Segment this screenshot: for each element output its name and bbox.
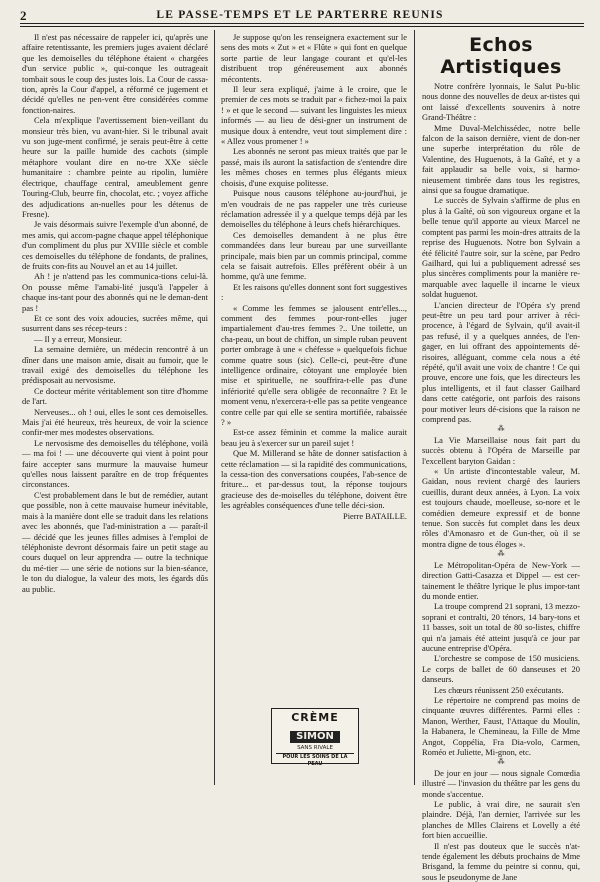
header-rule: [20, 23, 584, 24]
paragraph: Le nervosisme des demoiselles du téléphone, voilà — ma foi ! — une découverte qui vient à point pour faire accepter sans murmure la mauvaise humeur qu'elles nous laissent paraître en de trop fréquentes circonstances.: [22, 437, 208, 490]
running-title: LE PASSE-TEMPS ET LE PARTERRE REUNIS: [156, 9, 444, 21]
paragraph: « Un artiste d'incontestable valeur, M. Gaidan, nous revient chargé des lauriers cueillis, durant deux années, à Lyon. La voix est toujours chaude, moelleuse, so-nore et le comédien demeure expressif et de bonne tenue. Son succès fut complet dans les deux rôles d'Amonasro et de Gun-ther, où il se montra digne de tous éloges ».: [422, 466, 580, 549]
paragraph: C'est probablement dans le but de remédier, autant que possible, non à cette mauvaise humeur inévitable, mais à la manière dont elle se traduit dans les relations avec les abonnés, que l'ad-ministration a — paraît-il — décidé que les jeunes filles admises à l'emploi de téléphoniste devront désormais faire un petit stage au cours duquel on leur apprendra — outre la technique du mé-tier — une série de notions sur la bien-séance, le ton du dialogue, la valeur des mots, les égards dûs au public.: [22, 489, 208, 594]
paragraph: L'orchestre se compose de 150 musiciens. Le corps de ballet de 60 danseuses et 20 danseurs.: [422, 653, 580, 685]
column-2: [221, 32, 407, 521]
paragraph: Que M. Millerand se hâte de donner satisfaction à cette réclamation — si la rapidité des communications, la cessa-tion des conversations coupées, l'ab-sence de friture... et par-dessus tout, la réponse toujours gracieuse des de-moiselles du téléphone, doivent être les agréables conséquences d'une telle déci-sion.: [221, 448, 407, 511]
asterism-separator: ⁂: [497, 550, 505, 559]
paragraph: Ah ! je n'attend pas les communica-tions celui-là. On pousse même l'amabi-lité jusqu'à l'appeler à chaque ins-tant pour des abonnés qui ne le deman-dent pas !: [22, 271, 208, 313]
author-signature: Pierre BATAILLE.: [343, 510, 407, 521]
asterism-separator: ⁂: [497, 425, 505, 434]
paragraph: Le public, à vrai dire, ne saurait s'en plaindre. Déjà, l'an dernier, l'arrivée sur les planches de Mlles Clairens et Lovelly a été fort bien accueillie.: [422, 799, 580, 841]
ad-tagline: SANS RIVALE: [297, 745, 333, 751]
paragraph: Cela m'explique l'avertissement bien-veillant du monsieur très bien, vu avant-hier. Si le tribunal avait vu son juge-ment confirmé, je serais peut-être à cette heure sur la paille humide des cachots (simple métaphore voulant dire en no-tre XXe siècle humanitaire : chambre peinte au ripolin, lumière électrique, chauffage central, ameublement genre Touring-Club, beurre fin, chocolat, etc. ; voyez affiche des adjudications an-nuelles pour les détenus de Fresne).: [22, 115, 208, 219]
paragraph: La Vie Marseillaise nous fait part du succès obtenu à l'Opéra de Marseille par l'excellent baryton Gaidan :: [422, 434, 580, 466]
paragraph: « Comme les femmes se jalousent entr'elles..., comment des femmes pour-ront-elles juger impartialement d'au-tres femmes ?.. Une toilette, un cha-peau, un bout de chiffon, un simple ruban peuvent porter ombrage à une « chéfesse » quelquefois fichue comme quatre sous (sic). Celle-ci, peut-être d'une intelligence ordinaire, côtoyant une employée bien mise et spirituelle, ne souffrira-t-elle pas d'une infériorité qu'elle sera obligée de reconnaître ? Et le moment venu, n'exercera-t-elle pas sa petite vengeance contre celle par qui elle se sentira mortifiée, rabaissée ? »: [221, 302, 407, 428]
paragraph: Nerveuses... oh ! oui, elles le sont ces demoiselles. Mais j'ai été heureux, très heureux, de voir la science confir-mer mes modestes observations.: [22, 406, 208, 438]
paragraph: Il n'est pas nécessaire de rappeler ici, qu'après une affaire retentissante, les premiers juges avaient déclaré que les demoiselles du téléphone étaient « chargées d'un service public », qui-conque les outrageait tombait sous le coup des justes lois. La Cour de cassa-tion, après la Cour d'appel, a réformé ce jugement et décidé qu'elles ne pen-vent être considérées comme fonction-naires.: [22, 32, 208, 115]
paragraph: La semaine dernière, un médecin rencontré à un dîner dans une maison amie, disait au fumoir, que le travail exigé des demoiselles du téléphone les prédisposait au nervosisme.: [22, 344, 208, 386]
paragraph: Il leur sera expliqué, j'aime à le croire, que le premier de ces mots se traduit par « fichez-moi la paix ! » et que le second — suivant les linguistes les mieux informés — au lieu de dési-gner un instrument de musique doux à entendre, veut tout simplement dire : « Allez vous promener ! »: [221, 84, 407, 147]
paragraph: Je vais désormais suivre l'exemple d'un abonné, de mes amis, qui accom-pagne chaque appel téléphonique d'un compliment du plus pur XVIIIe siècle et comble ces demoiselles du téléphone de fondants, de pralines, de fruits con-fits au Nouvel an et au 14 juillet.: [22, 219, 208, 271]
paragraph: Les abonnés ne seront pas mieux traités que par le passé, mais ils auront la satisfaction de s'entendre dire les mêmes choses en termes plus élégants mieux choisis, d'une exquise politesse.: [221, 146, 407, 188]
paragraph: Ce docteur mérite véritablement son titre d'homme de l'art.: [22, 385, 208, 407]
section-title: Echos Artistiques: [440, 34, 562, 78]
paragraph: Le répertoire ne comprend pas moins de cinquante œuvres différentes. Parmi elles : Manon, Werther, Faust, l'Attaque du Moulin, la Habanera, le Chemineau, la Fille de Mme Angot, Coppélia, Fra Dia-volo, Carmen, Roméo et Juliette, Mi-gnon, etc.: [422, 694, 580, 757]
paragraph: — Il y a erreur, Monsieur.: [34, 333, 122, 344]
paragraph: Il n'est pas douteux que le succès n'at-tende également les débuts prochains de Mme Brisgand, la femme du peintre si connu, qui, sous le pseudonyme de Jane: [422, 840, 580, 882]
paragraph: Est-ce assez féminin et comme la malice aurait beau jeu à s'exercer sur un pareil sujet !: [221, 427, 407, 448]
paragraph: Puisque nous causons téléphone au-jourd'hui, je m'en voudrais de ne pas rappeler une très curieuse réclamation adressée il y a quelque temps déjà par les demoiselles du téléphone à leurs chefs hiérarchiques.: [221, 188, 407, 230]
paragraph: Mme Duval-Melchissédec, notre belle falcon de la saison dernière, vient de don-ner une superbe interprétation du rôle de Valentine, des Huguenots, à la Gaîté, et y a fait applaudir sa belle voix, si harmo-nieusement timbrée dans tous les registres, ainsi que sa fougue dramatique.: [422, 122, 580, 196]
paragraph: Et les raisons qu'elles donnent sont fort suggestives :: [221, 281, 407, 303]
column-divider-1: [214, 30, 215, 785]
paragraph: De jour en jour — nous signale Comœdia illustré — l'invasion du théâtre par les gens du monde s'accentue.: [422, 767, 580, 799]
paragraph: Ces demoiselles demandent à ne plus être commandées dans leur bureau par une surveillante principale, mais bien par un commis principal, comme cela se faisait autrefois. Elles préfèrent obéir à un homme, qu'à une femme.: [221, 229, 407, 282]
ad-tagline-2: POUR LES SOINS DE LA PEAU: [276, 753, 354, 768]
ad-brand-line1: CRÈME: [291, 711, 339, 724]
asterism-separator: ⁂: [497, 758, 505, 767]
paragraph: Les chœurs réunissent 250 exécutants.: [434, 684, 564, 695]
paragraph: L'ancien directeur de l'Opéra s'y prend peut-être un peu tard pour arriver à réci-procence, à l'égard de Sylvain, qu'il avait-il pas refusé, il y a quelques années, de l'en-gager, en lui offrant des appointements dé-risoires, alléguant, comme cela nous a été répété, qu'il avait une voix de chantre ! Ce qui prouve, encore une fois, que les directeurs les plus intelligents, et il faut classer Gailhard dans cette catégorie, ont parfois des raisons pour motiver leurs dé-cisions que la raison ne comprend pas.: [422, 299, 580, 424]
paragraph: Le Métropolitan-Opéra de New-York — direction Gatti-Casazza et Dippel — est cer-tainement le théâtre lyrique le plus impor-tant du monde entier.: [422, 559, 580, 601]
column-3: [422, 32, 580, 882]
ad-brand-line2: SIMON: [290, 731, 340, 743]
paragraph: Le succès de Sylvain s'affirme de plus en plus à la Gaîté, où son vigoureux organe et la belle tenue qu'il apporte au vieux Marcel ne comptent pas parmi les moin-dres attraits de la reprise des Huguenots. Notre bon Sylvain a été félicité l'autre soir, sur la scène, par Pedro Gailhard, qui lui a publiquement adressé ses plus sincères compliments pour la manière re-marquable avec laquelle il incarne le vieux soldat huguenot.: [422, 195, 580, 300]
column-divider-2: [414, 30, 415, 785]
column-1: [22, 32, 208, 594]
page-number: 2: [20, 8, 27, 23]
paragraph: Et ce sont des voix adoucies, sucrées même, qui susurrent dans ses récep-teurs :: [22, 312, 208, 334]
paragraph: Notre confrère lyonnais, le Salut Pu-blic nous donne des nouvelles de deux ar-tistes qui ont laissé d'excellents souvenirs à notre Grand-Théâtre :: [422, 81, 580, 123]
paragraph: La troupe comprend 21 soprani, 13 mezzo-soprani et contralti, 20 ténors, 14 bary-tons et 11 basses, soit un total de 80 so-listes, chiffre qui n'a jamais été atteint jusqu'à ce jour par aucune entreprise d'Opéra.: [422, 601, 580, 653]
header-rule-thin: [20, 26, 584, 27]
paragraph: Je suppose qu'on les renseignera exactement sur le sens des mots « Zut » et « Flûte » qui font en quelque sorte partie de leur langage courant et qu'el-les distribuent trop généreusement aux abonnés mécontents.: [221, 32, 407, 84]
advertisement-creme-simon: [271, 708, 359, 767]
